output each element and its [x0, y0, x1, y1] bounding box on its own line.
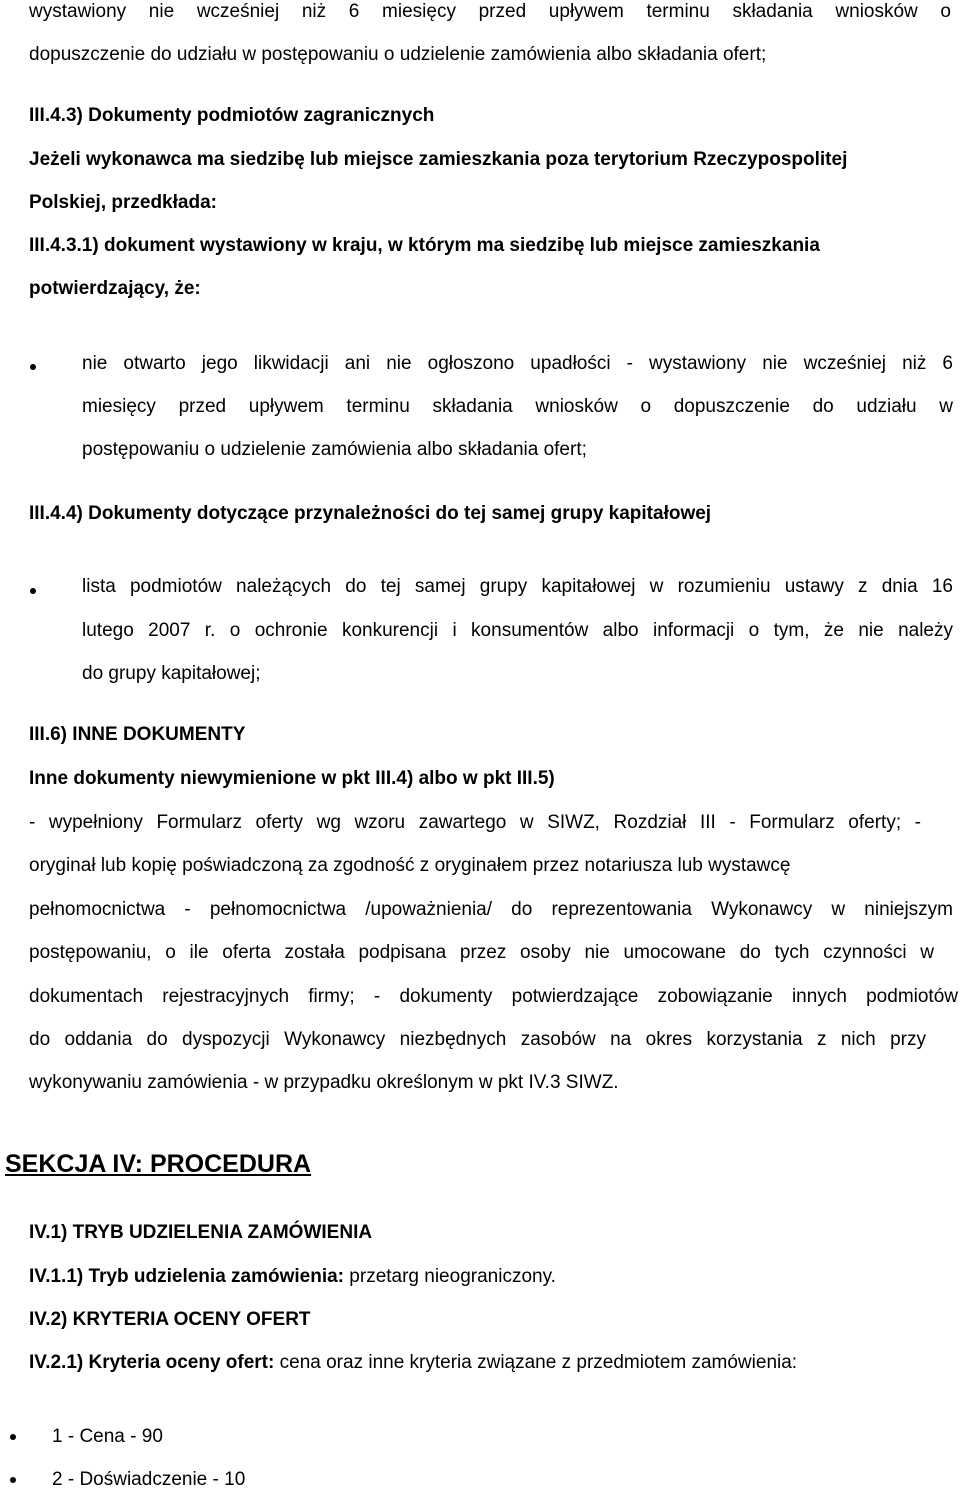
section-heading: SEKCJA IV: PROCEDURA	[5, 1150, 312, 1178]
list-item: do grupy kapitałowej;	[82, 663, 261, 684]
bullet-icon	[30, 364, 36, 370]
subheading: III.4.3) Dokumenty podmiotów zagranicznych	[29, 105, 435, 126]
subheading: III.6) INNE DOKUMENTY	[29, 724, 246, 745]
list-item: miesięcy przed upływem terminu składania wniosków o dopuszczenie do udziału w	[82, 396, 953, 417]
subheading: III.4.4) Dokumenty dotyczące przynależności do tej samej grupy kapitałowej	[29, 503, 712, 524]
subheading: IV.1) TRYB UDZIELENIA ZAMÓWIENIA	[29, 1222, 373, 1243]
text-line: potwierdzający, że:	[29, 278, 201, 299]
text-line: oryginał lub kopię poświadczoną za zgodność z oryginałem przez notariusza lub wystawcę	[29, 855, 791, 876]
text-line: - wypełniony Formularz oferty wg wzoru zawartego w SIWZ, Rozdział III - Formularz oferty; -	[29, 812, 921, 833]
field-label: IV.2.1) Kryteria oceny ofert:	[29, 1352, 275, 1373]
list-item: 2 - Doświadczenie - 10	[52, 1469, 246, 1490]
field-value: cena oraz inne kryteria związane z przedmiotem zamówienia:	[274, 1352, 798, 1373]
text-line	[29, 1265, 556, 1289]
text-line: dopuszczenie do udziału w postępowaniu o udzielenie zamówienia albo składania ofert;	[29, 44, 767, 65]
text-line: wykonywaniu zamówienia - w przypadku określonym w pkt IV.3 SIWZ.	[29, 1072, 619, 1093]
text-line: pełnomocnictwa - pełnomocnictwa /upoważnienia/ do reprezentowania Wykonawcy w niniejszym	[29, 899, 953, 920]
list-item: 1 - Cena - 90	[52, 1426, 163, 1447]
text-line: dokumentach rejestracyjnych firmy; - dokumenty potwierdzające zobowiązanie innych podmiotów	[29, 986, 958, 1007]
bullet-icon	[10, 1477, 16, 1483]
list-item: nie otwarto jego likwidacji ani nie ogłoszono upadłości - wystawiony nie wcześniej niż 6	[82, 353, 953, 374]
list-item: lutego 2007 r. o ochronie konkurencji i konsumentów albo informacji o tym, że nie należy	[82, 620, 953, 641]
text-line: postępowaniu, o ile oferta została podpisana przez osoby nie umocowane do tych czynności w	[29, 942, 934, 963]
subheading: Inne dokumenty niewymienione w pkt III.4) albo w pkt III.5)	[29, 768, 555, 789]
text-line: Jeżeli wykonawca ma siedzibę lub miejsce zamieszkania poza terytorium Rzeczypospolitej	[29, 149, 848, 170]
text-line: wystawiony nie wcześniej niż 6 miesięcy przed upływem terminu składania wniosków o	[29, 1, 951, 22]
text-line	[29, 1351, 797, 1375]
subheading: IV.2) KRYTERIA OCENY OFERT	[29, 1309, 311, 1330]
text-line: do oddania do dyspozycji Wykonawcy niezbędnych zasobów na okres korzystania z nich przy	[29, 1029, 926, 1050]
list-item: postępowaniu o udzielenie zamówienia albo składania ofert;	[82, 439, 587, 460]
bullet-icon	[10, 1434, 16, 1440]
text-line: III.4.3.1) dokument wystawiony w kraju, w którym ma siedzibę lub miejsce zamieszkania	[29, 235, 820, 256]
field-label: IV.1.1) Tryb udzielenia zamówienia:	[29, 1266, 345, 1287]
text-line: Polskiej, przedkłada:	[29, 192, 217, 213]
field-value: przetarg nieograniczony.	[344, 1266, 556, 1287]
bullet-icon	[30, 588, 36, 594]
list-item: lista podmiotów należących do tej samej grupy kapitałowej w rozumieniu ustawy z dnia 16	[82, 576, 953, 597]
